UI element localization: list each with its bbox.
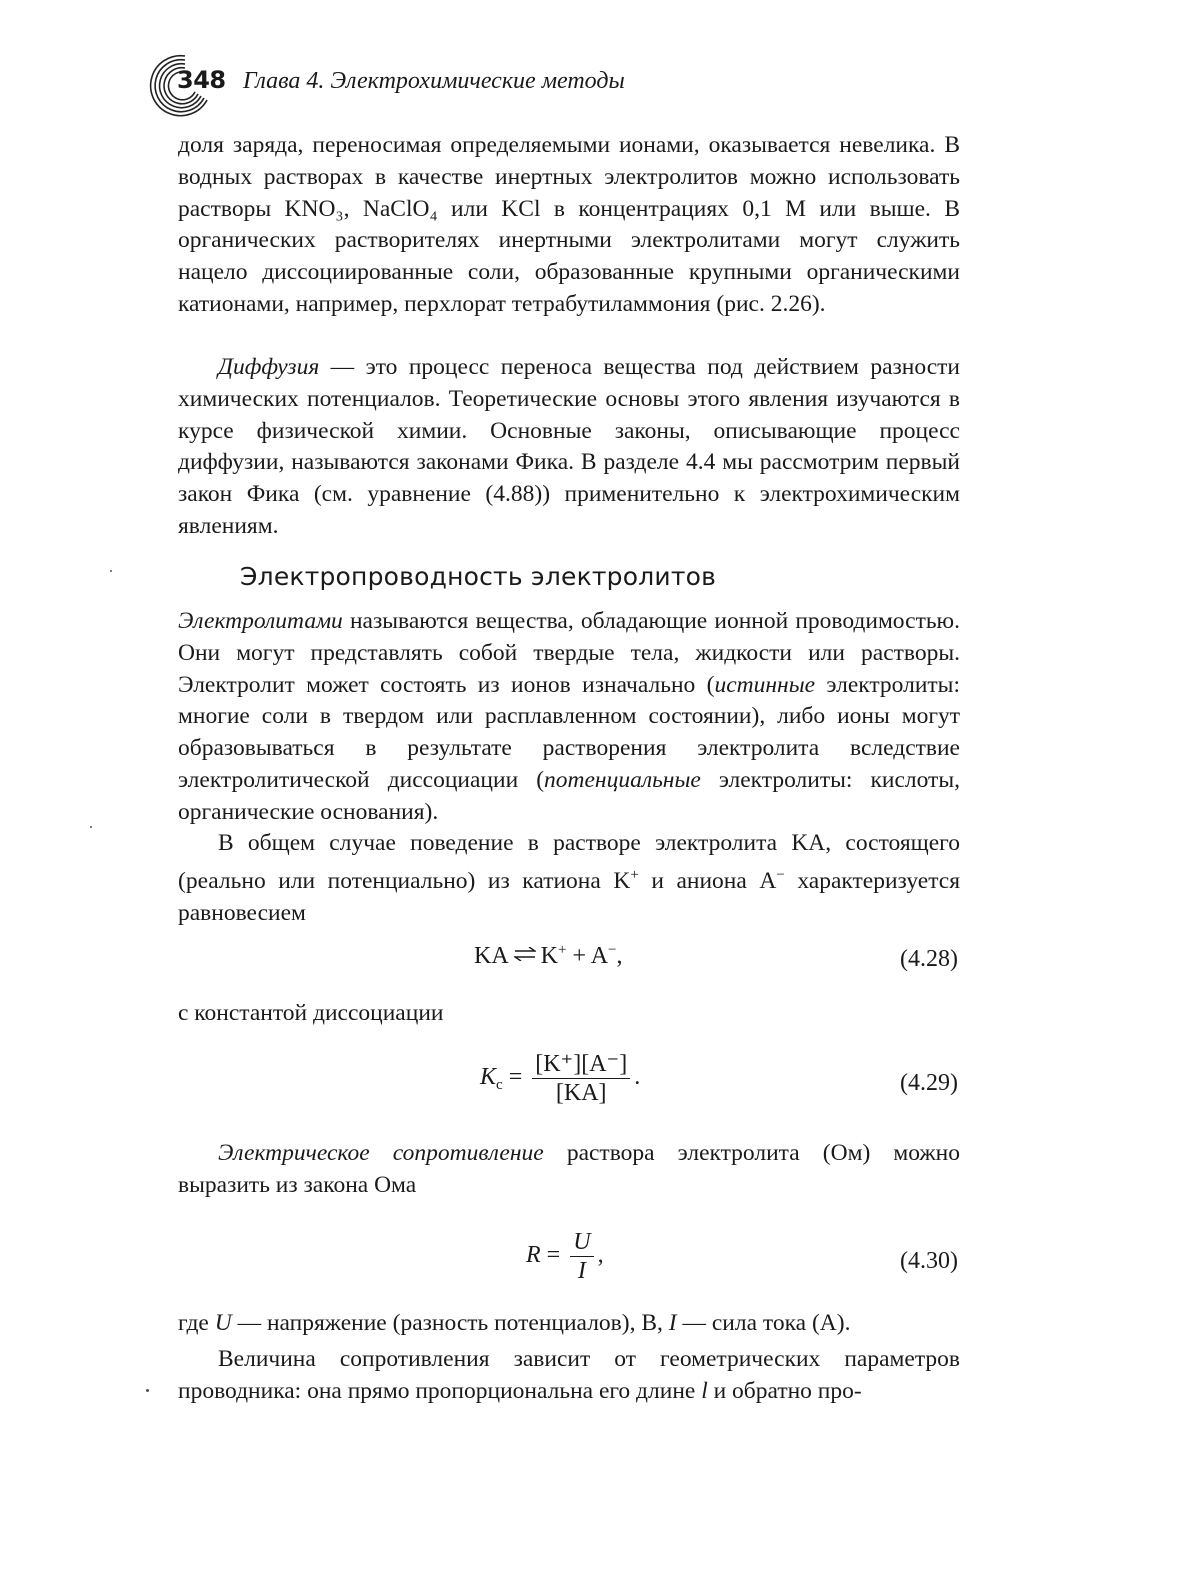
section-heading: Электропроводность электролитов [240, 562, 717, 591]
term-potential-electrolytes: потенциальные [544, 766, 701, 793]
scan-speck [110, 570, 112, 572]
superscript: + [630, 866, 639, 883]
eq-cation: K [540, 943, 559, 969]
paragraph-body: и обратно про- [707, 1377, 862, 1404]
paragraph-body: и аниона A [638, 867, 777, 894]
paragraph-body: — это процесс переноса вещества под действием разности химических потенциалов. Теоретические основы этого явления изучаются в курсе физической химии. Основные законы, описывающие процесс диффузии, называются законами Фика. В разделе 4.4 мы рассмотрим первый закон Фика (см. уравнение (4.88)) применительно к электрохимическим явлениям. [178, 354, 960, 539]
superscript: − [608, 942, 617, 958]
paragraph-text: с константой диссоциации [178, 1000, 444, 1026]
paragraph-body: В общем случае поведение в растворе электролита KA, состоящего (реально или потенциально) из катиона K [178, 830, 960, 894]
eq-punctuation: , [597, 1242, 604, 1269]
running-head: Глава 4. Электрохимические методы [243, 68, 625, 94]
variable-l: l [701, 1377, 708, 1404]
equation-body [480, 1050, 640, 1107]
paragraph-3 [178, 606, 960, 829]
variable-i: I [668, 1310, 677, 1336]
paragraph-4 [178, 828, 960, 929]
paragraph-body: раствора электролита (Ом) можно выразить из закона Ома [178, 1140, 960, 1198]
superscript: − [776, 866, 785, 883]
eq-punctuation: , [616, 943, 623, 969]
paragraph-text [178, 1308, 960, 1340]
eq-lhs: R [526, 1242, 541, 1269]
paragraph-text [178, 352, 960, 543]
paragraph-body: — сила тока (А). [676, 1310, 851, 1336]
equation-body [526, 1228, 604, 1285]
paragraph-body: характеризуется равновесием [178, 867, 961, 926]
paragraph-1 [178, 130, 960, 321]
fraction-numerator: U [570, 1228, 593, 1257]
term-diffusion: Диффузия [218, 354, 320, 380]
equation-4-30 [178, 1228, 960, 1298]
paragraph-5 [178, 998, 960, 1030]
paragraph-body: Величина сопротивления зависит от геометрических параметров проводника: она прямо пропорциональна его длине [178, 1346, 960, 1404]
fraction [532, 1050, 630, 1107]
equation-number: (4.28) [900, 946, 958, 972]
paragraph-8 [178, 1344, 960, 1408]
term-electrical-resistance: Электрическое сопротивление [218, 1140, 544, 1166]
eq-punctuation: . [634, 1064, 641, 1091]
paragraph-body: электролиты: многие соли в твердом или расплавленном состоянии), либо ионы могут образовываться в результате растворения электролита вследствие электролитической диссоциации ( [178, 671, 960, 793]
paragraph-text [178, 1344, 960, 1408]
paragraph-7 [178, 1308, 960, 1340]
equation-number: (4.29) [900, 1070, 958, 1096]
superscript: + [558, 942, 567, 958]
fraction [570, 1228, 593, 1285]
equation-body [474, 942, 623, 970]
eq-lhs: K [480, 1064, 497, 1091]
fraction-denominator: [KA] [555, 1080, 607, 1106]
paragraph-text: доля заряда, переносимая определяемыми ионами, оказывается невелика. В водных растворах в качестве инертных электролитов можно использовать растворы KNO₃, NaClO₄ или KCl в концентрациях 0,1 M или выше. В органических растворителях инертными электролитами могут служить нацело диссоциированные соли, образованные крупными органическими катионами, например, перхлорат тетрабутиламмония (рис. 2.26). [178, 132, 960, 317]
paragraph-body: называются вещества, обладающие ионной проводимостью. Они могут представлять собой твердые тела, жидкости или растворы. Электролит может состоять из ионов изначально ( [178, 608, 960, 698]
eq-lhs: KA [474, 943, 509, 969]
paragraph-text [178, 828, 960, 929]
scan-speck [90, 826, 92, 828]
fraction-denominator: I [577, 1258, 586, 1284]
term-electrolytes: Электролитами [178, 608, 343, 634]
paragraph-text [178, 1138, 960, 1202]
equation-number: (4.30) [900, 1248, 958, 1274]
page-header [145, 50, 965, 120]
subscript: c [496, 1077, 503, 1094]
term-true-electrolytes: истинные [714, 671, 816, 698]
variable-u: U [214, 1310, 232, 1336]
equation-4-29 [178, 1050, 960, 1120]
fraction-numerator: [K⁺][A⁻] [532, 1050, 630, 1079]
equilibrium-arrow-icon [514, 947, 536, 961]
paragraph-body: где [178, 1310, 215, 1336]
scan-speck [146, 1389, 149, 1392]
paragraph-body: электролиты: кислоты, органические основания). [178, 766, 960, 825]
paragraph-body: — напряжение (разность потенциалов), В, [231, 1310, 669, 1336]
equation-4-28 [178, 942, 960, 1002]
eq-equals: = [502, 1064, 529, 1091]
paragraph-2 [178, 352, 960, 543]
eq-anion: + A [566, 943, 609, 969]
paragraph-text [178, 606, 960, 829]
paragraph-6 [178, 1138, 960, 1202]
eq-equals: = [540, 1242, 567, 1269]
page-number: 348 [177, 66, 226, 94]
